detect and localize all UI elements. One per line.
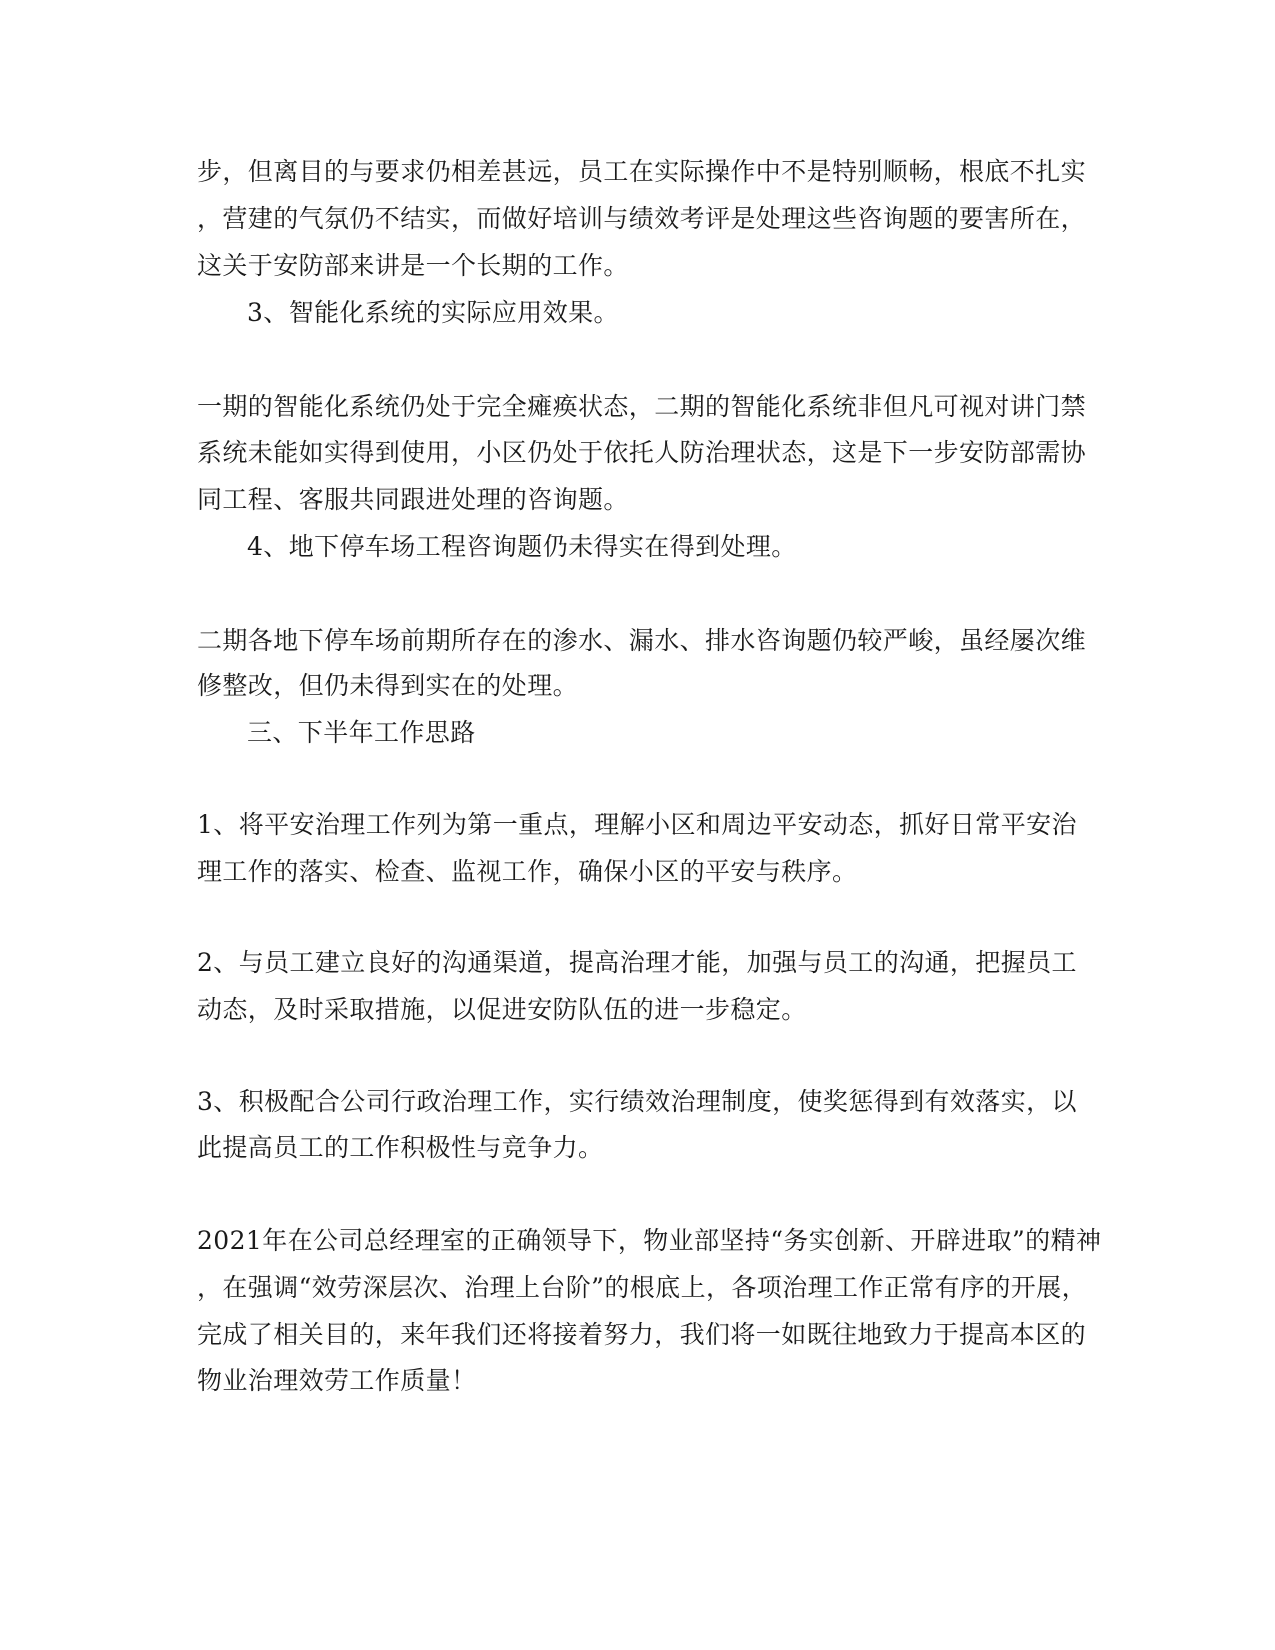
text-line: 系统未能如实得到使用，小区仍处于依托人防治理状态，这是下一步安防部需协 [197,438,1087,467]
text-line: 物业治理效劳工作质量！ [197,1366,477,1395]
text-line: 完成了相关目的，来年我们还将接着努力，我们将一如既往地致力于提高本区的 [197,1320,1087,1349]
section-heading: 3、智能化系统的实际应用效果。 [247,298,619,327]
text-line: 3、积极配合公司行政治理工作，实行绩效治理制度，使奖惩得到有效落实，以 [197,1087,1077,1116]
text-line: 2、与员工建立良好的沟通渠道，提高治理才能，加强与员工的沟通，把握员工 [197,948,1077,977]
text-line: 1、将平安治理工作列为第一重点，理解小区和周边平安动态，抓好日常平安治 [197,810,1077,839]
text-line: 步，但离目的与要求仍相差甚远，员工在实际操作中不是特别顺畅，根底不扎实 [197,157,1087,186]
text-line: ，在强调“效劳深层次、治理上台阶”的根底上，各项治理工作正常有序的开展， [197,1273,1087,1302]
text-line: 理工作的落实、检查、监视工作，确保小区的平安与秩序。 [197,857,858,886]
text-line: 同工程、客服共同跟进处理的咨询题。 [197,485,629,514]
text-line: 二期各地下停车场前期所存在的渗水、漏水、排水咨询题仍较严峻，虽经屡次维 [197,626,1087,655]
section-heading: 三、下半年工作思路 [247,718,476,747]
section-heading: 4、地下停车场工程咨询题仍未得实在得到处理。 [247,532,797,561]
text-line: 动态，及时采取措施，以促进安防队伍的进一步稳定。 [197,995,807,1024]
text-line: 此提高员工的工作积极性与竞争力。 [197,1133,604,1162]
text-line: 修整改，但仍未得到实在的处理。 [197,671,579,700]
text-line: ，营建的气氛仍不结实，而做好培训与绩效考评是处理这些咨询题的要害所在， [197,204,1087,233]
text-line: 2021年在公司总经理室的正确领导下，物业部坚持“务实创新、开辟进取”的精神 [197,1226,1102,1255]
text-line: 这关于安防部来讲是一个长期的工作。 [197,251,629,280]
text-line: 一期的智能化系统仍处于完全瘫痪状态，二期的智能化系统非但凡可视对讲门禁 [197,392,1087,421]
